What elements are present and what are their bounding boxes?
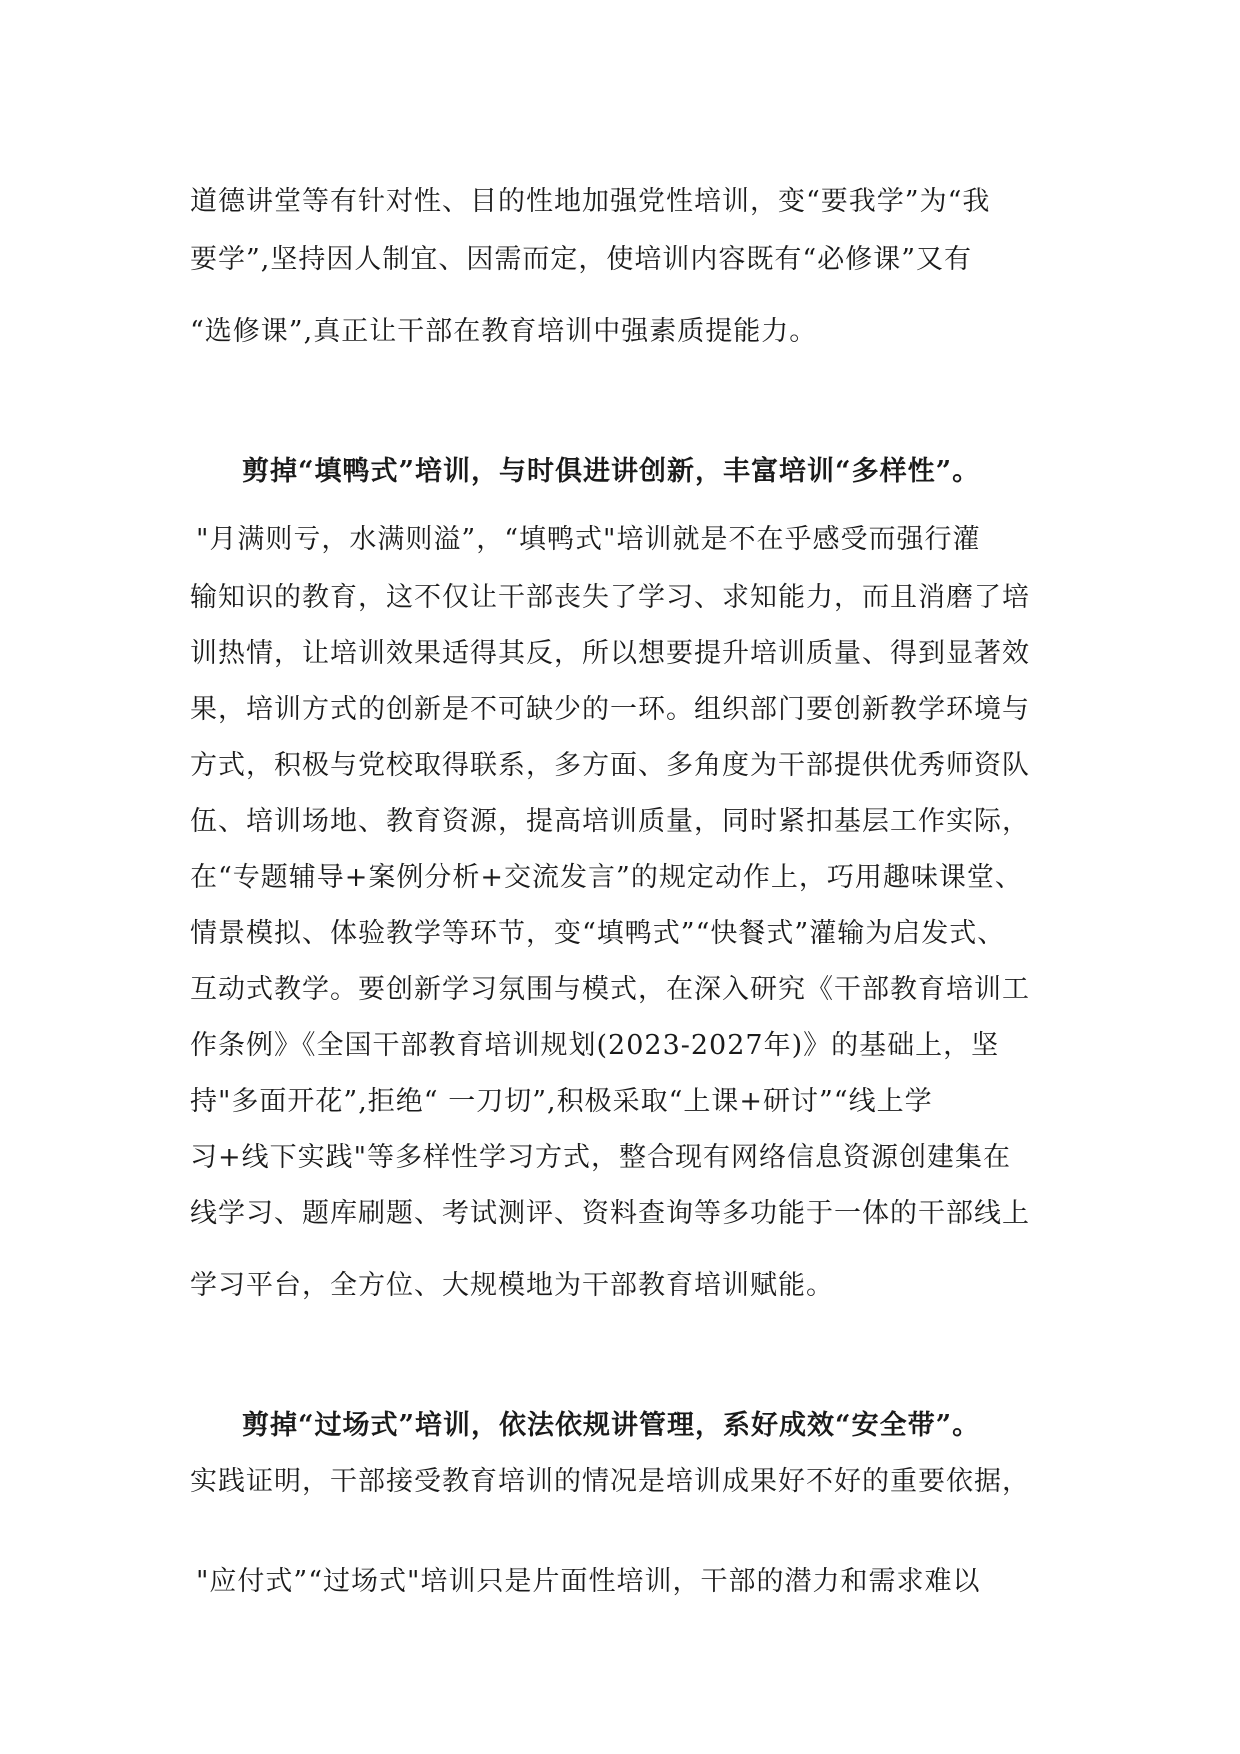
paragraph-2-line-8: 情景模拟、体验教学等环节，变“填鸭式”“快餐式”灌输为启发式、 bbox=[190, 918, 1006, 949]
paragraph-2-line-6: 伍、培训场地、教育资源，提高培训质量，同时紧扣基层工作实际， bbox=[190, 806, 1030, 837]
paragraph-3-line-1: 实践证明，干部接受教育培训的情况是培训成果好不好的重要依据， bbox=[190, 1466, 1030, 1497]
paragraph-2-line-13: 线学习、题库刷题、考试测评、资料查询等多功能于一体的干部线上 bbox=[190, 1198, 1030, 1229]
paragraph-2-line-12: 习+线下实践"等多样性学习方式，整合现有网络信息资源创建集在 bbox=[190, 1142, 1012, 1173]
paragraph-1-line-2: 要学”,坚持因人制宜、因需而定，使培训内容既有“必修课”又有 bbox=[190, 244, 972, 275]
paragraph-2-line-7: 在“专题辅导+案例分析+交流发言”的规定动作上，巧用趣味课堂、 bbox=[190, 862, 1023, 893]
section-heading-diversity: 剪掉“填鸭式”培训，与时俱进讲创新，丰富培训“多样性”。 bbox=[242, 456, 981, 487]
paragraph-2-line-3: 训热情，让培训效果适得其反，所以想要提升培训质量、得到显著效 bbox=[190, 638, 1030, 669]
paragraph-1-line-3: “选修课”,真正让干部在教育培训中强素质提能力。 bbox=[190, 316, 818, 347]
paragraph-2-line-2: 输知识的教育，这不仅让干部丧失了学习、求知能力，而且消磨了培 bbox=[190, 582, 1030, 613]
section-heading-management: 剪掉“过场式”培训，依法依规讲管理，系好成效“安全带”。 bbox=[242, 1410, 981, 1441]
paragraph-2-line-14: 学习平台，全方位、大规模地为干部教育培训赋能。 bbox=[190, 1270, 834, 1301]
paragraph-2-line-11: 持"多面开花”,拒绝“ 一刀切”,积极采取“上课+研讨”“线上学 bbox=[190, 1086, 933, 1117]
paragraph-2-line-1: "月满则亏，水满则溢”，“填鸭式"培训就是不在乎感受而强行灌 bbox=[196, 524, 981, 555]
paragraph-2-line-5: 方式，积极与党校取得联系，多方面、多角度为干部提供优秀师资队 bbox=[190, 750, 1030, 781]
paragraph-2-line-4: 果，培训方式的创新是不可缺少的一环。组织部门要创新教学环境与 bbox=[190, 694, 1030, 725]
paragraph-2-line-9: 互动式教学。要创新学习氛围与模式，在深入研究《干部教育培训工 bbox=[190, 974, 1030, 1005]
paragraph-3-line-2: "应付式”“过场式"培训只是片面性培训，干部的潜力和需求难以 bbox=[196, 1566, 981, 1597]
paragraph-1-line-1: 道德讲堂等有针对性、目的性地加强党性培训，变“要我学”为“我 bbox=[190, 186, 991, 217]
paragraph-2-line-10: 作条例》《全国干部教育培训规划(2023-2027年)》的基础上，坚 bbox=[190, 1030, 1000, 1061]
